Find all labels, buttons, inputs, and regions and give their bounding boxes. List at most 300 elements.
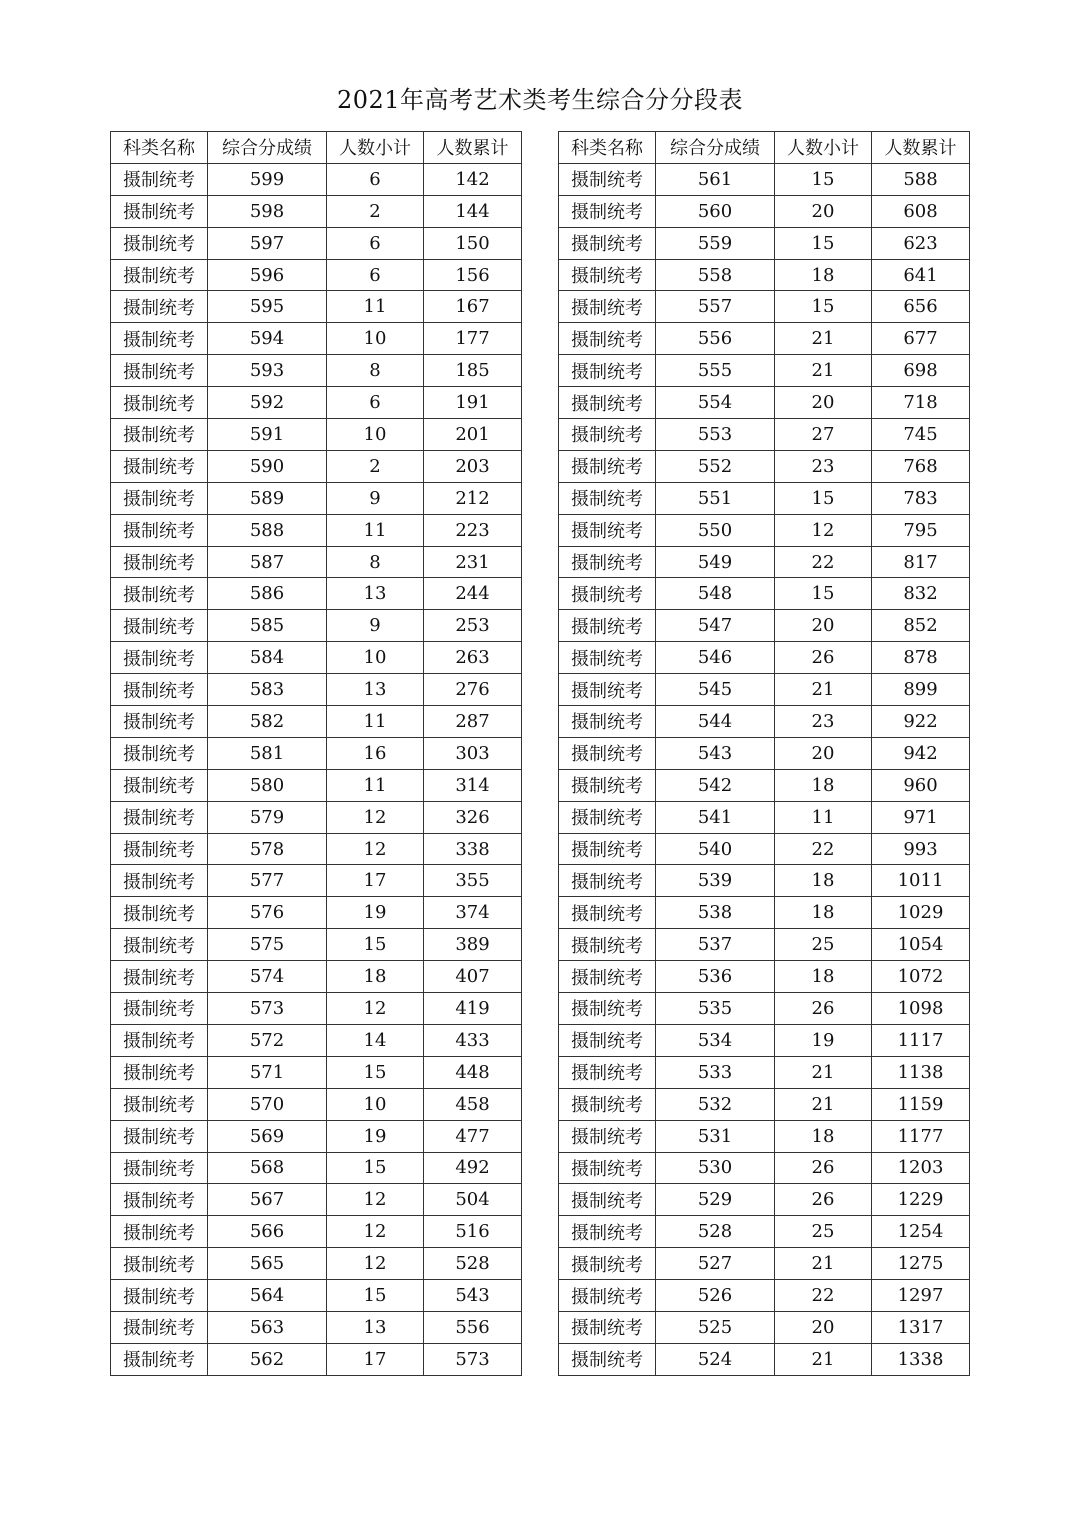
cell-score: 578: [208, 833, 327, 865]
cell-category: 摄制统考: [111, 355, 208, 387]
cell-category: 摄制统考: [559, 1311, 656, 1343]
cell-count: 11: [775, 801, 872, 833]
cell-category: 摄制统考: [559, 1184, 656, 1216]
cell-score: 567: [208, 1184, 327, 1216]
cell-score: 526: [656, 1280, 775, 1312]
cell-cumulative: 253: [424, 610, 522, 642]
cell-cumulative: 832: [872, 578, 970, 610]
cell-cumulative: 1159: [872, 1088, 970, 1120]
cell-category: 摄制统考: [111, 801, 208, 833]
cell-category: 摄制统考: [111, 929, 208, 961]
table-row: [111, 1311, 522, 1343]
table-row: [111, 227, 522, 259]
cell-score: 569: [208, 1120, 327, 1152]
cell-cumulative: 1072: [872, 961, 970, 993]
cell-category: 摄制统考: [111, 1343, 208, 1375]
cell-category: 摄制统考: [559, 929, 656, 961]
cell-score: 548: [656, 578, 775, 610]
cell-cumulative: 448: [424, 1056, 522, 1088]
cell-cumulative: 191: [424, 387, 522, 419]
cell-score: 591: [208, 419, 327, 451]
cell-cumulative: 1029: [872, 897, 970, 929]
cell-count: 12: [327, 1216, 424, 1248]
cell-cumulative: 185: [424, 355, 522, 387]
table-row: [559, 737, 970, 769]
cell-category: 摄制统考: [111, 865, 208, 897]
table-row: [111, 1056, 522, 1088]
cell-count: 21: [775, 1343, 872, 1375]
cell-cumulative: 516: [424, 1216, 522, 1248]
cell-category: 摄制统考: [559, 642, 656, 674]
cell-count: 13: [327, 674, 424, 706]
cell-category: 摄制统考: [111, 227, 208, 259]
header-cumulative: 人数累计: [424, 132, 522, 164]
table-row: [559, 674, 970, 706]
cell-category: 摄制统考: [111, 578, 208, 610]
cell-score: 598: [208, 195, 327, 227]
cell-cumulative: 1338: [872, 1343, 970, 1375]
table-row: [559, 195, 970, 227]
table-row: [111, 387, 522, 419]
table-row: [111, 323, 522, 355]
cell-cumulative: 144: [424, 195, 522, 227]
cell-category: 摄制统考: [559, 291, 656, 323]
cell-score: 566: [208, 1216, 327, 1248]
cell-count: 18: [775, 259, 872, 291]
cell-cumulative: 1011: [872, 865, 970, 897]
cell-count: 21: [775, 674, 872, 706]
cell-cumulative: 244: [424, 578, 522, 610]
table-row: [111, 195, 522, 227]
header-category: 科类名称: [111, 132, 208, 164]
cell-score: 529: [656, 1184, 775, 1216]
cell-cumulative: 433: [424, 1024, 522, 1056]
table-row: [559, 1184, 970, 1216]
cell-score: 530: [656, 1152, 775, 1184]
cell-score: 579: [208, 801, 327, 833]
cell-score: 587: [208, 546, 327, 578]
cell-count: 23: [775, 706, 872, 738]
cell-category: 摄制统考: [111, 1280, 208, 1312]
cell-score: 542: [656, 769, 775, 801]
cell-category: 摄制统考: [559, 195, 656, 227]
cell-category: 摄制统考: [111, 993, 208, 1025]
cell-count: 17: [327, 865, 424, 897]
table-row: [559, 642, 970, 674]
table-row: [559, 769, 970, 801]
table-row: [559, 514, 970, 546]
table-row: [111, 1152, 522, 1184]
cell-cumulative: 573: [424, 1343, 522, 1375]
cell-cumulative: 543: [424, 1280, 522, 1312]
table-row: [111, 419, 522, 451]
cell-count: 15: [775, 482, 872, 514]
cell-cumulative: 641: [872, 259, 970, 291]
cell-count: 12: [775, 514, 872, 546]
cell-cumulative: 314: [424, 769, 522, 801]
cell-score: 532: [656, 1088, 775, 1120]
table-row: [111, 1248, 522, 1280]
cell-category: 摄制统考: [111, 323, 208, 355]
cell-category: 摄制统考: [111, 706, 208, 738]
cell-cumulative: 783: [872, 482, 970, 514]
cell-score: 558: [656, 259, 775, 291]
table-row: [111, 578, 522, 610]
cell-category: 摄制统考: [559, 961, 656, 993]
table-row: [111, 706, 522, 738]
cell-category: 摄制统考: [559, 1088, 656, 1120]
cell-score: 595: [208, 291, 327, 323]
table-row: [111, 833, 522, 865]
table-row: [559, 897, 970, 929]
table-row: [559, 482, 970, 514]
table-row: [111, 1280, 522, 1312]
table-row: [559, 801, 970, 833]
cell-category: 摄制统考: [111, 419, 208, 451]
cell-cumulative: 419: [424, 993, 522, 1025]
table-row: [111, 993, 522, 1025]
cell-score: 596: [208, 259, 327, 291]
header-count: 人数小计: [775, 132, 872, 164]
table-row: [111, 450, 522, 482]
cell-score: 585: [208, 610, 327, 642]
cell-count: 15: [327, 1280, 424, 1312]
cell-cumulative: 477: [424, 1120, 522, 1152]
table-row: [111, 642, 522, 674]
cell-count: 13: [327, 578, 424, 610]
cell-count: 20: [775, 610, 872, 642]
cell-category: 摄制统考: [111, 163, 208, 195]
table-row: [111, 259, 522, 291]
cell-count: 26: [775, 1184, 872, 1216]
cell-count: 26: [775, 1152, 872, 1184]
cell-count: 15: [775, 291, 872, 323]
cell-count: 18: [775, 897, 872, 929]
cell-category: 摄制统考: [111, 769, 208, 801]
table-row: [111, 1024, 522, 1056]
cell-cumulative: 556: [424, 1311, 522, 1343]
cell-count: 12: [327, 833, 424, 865]
table-row: [559, 291, 970, 323]
cell-cumulative: 177: [424, 323, 522, 355]
cell-category: 摄制统考: [559, 514, 656, 546]
cell-count: 6: [327, 163, 424, 195]
cell-score: 524: [656, 1343, 775, 1375]
cell-count: 15: [775, 163, 872, 195]
cell-category: 摄制统考: [111, 1056, 208, 1088]
table-row: [111, 546, 522, 578]
cell-category: 摄制统考: [559, 769, 656, 801]
table-row: [559, 1216, 970, 1248]
table-row: [111, 355, 522, 387]
cell-category: 摄制统考: [111, 1184, 208, 1216]
table-row: [111, 897, 522, 929]
cell-count: 2: [327, 195, 424, 227]
cell-category: 摄制统考: [559, 1216, 656, 1248]
table-row: [559, 865, 970, 897]
cell-category: 摄制统考: [111, 1152, 208, 1184]
cell-score: 571: [208, 1056, 327, 1088]
cell-cumulative: 878: [872, 642, 970, 674]
cell-cumulative: 852: [872, 610, 970, 642]
page-title: 2021年高考艺术类考生综合分分段表: [336, 86, 744, 114]
cell-cumulative: 492: [424, 1152, 522, 1184]
cell-category: 摄制统考: [111, 674, 208, 706]
cell-count: 10: [327, 419, 424, 451]
cell-category: 摄制统考: [111, 897, 208, 929]
cell-category: 摄制统考: [111, 482, 208, 514]
cell-count: 10: [327, 1088, 424, 1120]
cell-category: 摄制统考: [559, 387, 656, 419]
cell-score: 547: [656, 610, 775, 642]
cell-score: 539: [656, 865, 775, 897]
cell-score: 544: [656, 706, 775, 738]
cell-score: 588: [208, 514, 327, 546]
cell-count: 2: [327, 450, 424, 482]
cell-cumulative: 231: [424, 546, 522, 578]
cell-score: 540: [656, 833, 775, 865]
cell-category: 摄制统考: [111, 195, 208, 227]
cell-cumulative: 201: [424, 419, 522, 451]
header-category: 科类名称: [559, 132, 656, 164]
table-row: [111, 801, 522, 833]
cell-category: 摄制统考: [559, 1280, 656, 1312]
cell-score: 594: [208, 323, 327, 355]
cell-score: 593: [208, 355, 327, 387]
cell-count: 18: [775, 769, 872, 801]
cell-category: 摄制统考: [559, 1024, 656, 1056]
cell-cumulative: 1254: [872, 1216, 970, 1248]
table-row: [559, 450, 970, 482]
cell-category: 摄制统考: [111, 259, 208, 291]
cell-count: 9: [327, 610, 424, 642]
cell-score: 556: [656, 323, 775, 355]
cell-category: 摄制统考: [111, 291, 208, 323]
cell-score: 546: [656, 642, 775, 674]
cell-category: 摄制统考: [559, 737, 656, 769]
table-row: [559, 1343, 970, 1375]
cell-score: 590: [208, 450, 327, 482]
cell-cumulative: 1117: [872, 1024, 970, 1056]
cell-cumulative: 1098: [872, 993, 970, 1025]
cell-score: 536: [656, 961, 775, 993]
cell-count: 18: [775, 1120, 872, 1152]
cell-score: 555: [656, 355, 775, 387]
cell-count: 15: [775, 578, 872, 610]
cell-cumulative: 656: [872, 291, 970, 323]
cell-score: 550: [656, 514, 775, 546]
cell-score: 581: [208, 737, 327, 769]
cell-count: 14: [327, 1024, 424, 1056]
cell-category: 摄制统考: [559, 163, 656, 195]
cell-count: 26: [775, 993, 872, 1025]
cell-cumulative: 922: [872, 706, 970, 738]
cell-category: 摄制统考: [559, 706, 656, 738]
cell-score: 560: [656, 195, 775, 227]
cell-score: 541: [656, 801, 775, 833]
cell-count: 15: [327, 1056, 424, 1088]
header-score: 综合分成绩: [208, 132, 327, 164]
cell-count: 8: [327, 546, 424, 578]
cell-cumulative: 971: [872, 801, 970, 833]
cell-category: 摄制统考: [559, 1120, 656, 1152]
cell-count: 18: [775, 865, 872, 897]
cell-category: 摄制统考: [111, 1088, 208, 1120]
cell-count: 23: [775, 450, 872, 482]
cell-score: 599: [208, 163, 327, 195]
cell-cumulative: 1229: [872, 1184, 970, 1216]
table-row: [559, 259, 970, 291]
cell-category: 摄制统考: [559, 1343, 656, 1375]
cell-cumulative: 768: [872, 450, 970, 482]
cell-category: 摄制统考: [559, 1152, 656, 1184]
cell-count: 27: [775, 419, 872, 451]
cell-count: 17: [327, 1343, 424, 1375]
cell-cumulative: 212: [424, 482, 522, 514]
cell-cumulative: 1138: [872, 1056, 970, 1088]
table-row: [111, 482, 522, 514]
cell-cumulative: 608: [872, 195, 970, 227]
cell-count: 22: [775, 546, 872, 578]
cell-category: 摄制统考: [559, 482, 656, 514]
cell-count: 11: [327, 291, 424, 323]
cell-category: 摄制统考: [559, 450, 656, 482]
cell-count: 12: [327, 993, 424, 1025]
cell-count: 19: [327, 897, 424, 929]
cell-cumulative: 960: [872, 769, 970, 801]
cell-cumulative: 899: [872, 674, 970, 706]
cell-score: 564: [208, 1280, 327, 1312]
cell-cumulative: 588: [872, 163, 970, 195]
table-row: [559, 419, 970, 451]
cell-count: 13: [327, 1311, 424, 1343]
table-row: [111, 929, 522, 961]
cell-count: 21: [775, 1248, 872, 1280]
cell-cumulative: 942: [872, 737, 970, 769]
cell-category: 摄制统考: [111, 387, 208, 419]
table-row: [111, 1343, 522, 1375]
cell-category: 摄制统考: [111, 1311, 208, 1343]
table-row: [559, 706, 970, 738]
table-row: [559, 323, 970, 355]
cell-count: 12: [327, 1184, 424, 1216]
cell-count: 25: [775, 1216, 872, 1248]
cell-count: 21: [775, 355, 872, 387]
cell-score: 551: [656, 482, 775, 514]
table-row: [111, 291, 522, 323]
cell-cumulative: 677: [872, 323, 970, 355]
cell-category: 摄制统考: [559, 355, 656, 387]
header-count: 人数小计: [327, 132, 424, 164]
cell-cumulative: 287: [424, 706, 522, 738]
cell-cumulative: 718: [872, 387, 970, 419]
cell-count: 25: [775, 929, 872, 961]
cell-score: 583: [208, 674, 327, 706]
cell-score: 552: [656, 450, 775, 482]
cell-count: 21: [775, 1088, 872, 1120]
cell-count: 20: [775, 195, 872, 227]
cell-count: 18: [775, 961, 872, 993]
cell-count: 20: [775, 387, 872, 419]
table-row: [111, 737, 522, 769]
cell-score: 586: [208, 578, 327, 610]
cell-count: 10: [327, 642, 424, 674]
cell-cumulative: 1317: [872, 1311, 970, 1343]
cell-score: 525: [656, 1311, 775, 1343]
table-row: [111, 610, 522, 642]
cell-category: 摄制统考: [111, 1248, 208, 1280]
header-score: 综合分成绩: [656, 132, 775, 164]
cell-score: 553: [656, 419, 775, 451]
cell-count: 26: [775, 642, 872, 674]
cell-category: 摄制统考: [111, 610, 208, 642]
cell-cumulative: 142: [424, 163, 522, 195]
cell-cumulative: 355: [424, 865, 522, 897]
cell-cumulative: 326: [424, 801, 522, 833]
cell-count: 21: [775, 323, 872, 355]
cell-cumulative: 276: [424, 674, 522, 706]
cell-cumulative: 150: [424, 227, 522, 259]
cell-cumulative: 1177: [872, 1120, 970, 1152]
table-row: [111, 769, 522, 801]
cell-cumulative: 458: [424, 1088, 522, 1120]
cell-score: 574: [208, 961, 327, 993]
table-row: [559, 1088, 970, 1120]
cell-category: 摄制统考: [559, 801, 656, 833]
cell-count: 22: [775, 833, 872, 865]
cell-score: 592: [208, 387, 327, 419]
table-row: [559, 578, 970, 610]
cell-score: 572: [208, 1024, 327, 1056]
table-row: [559, 1056, 970, 1088]
table-row: [111, 514, 522, 546]
cell-category: 摄制统考: [559, 578, 656, 610]
cell-category: 摄制统考: [559, 1056, 656, 1088]
table-row: [111, 674, 522, 706]
cell-score: 533: [656, 1056, 775, 1088]
cell-cumulative: 528: [424, 1248, 522, 1280]
table-row: [559, 833, 970, 865]
cell-category: 摄制统考: [559, 993, 656, 1025]
score-table-right: [558, 131, 970, 1376]
cell-score: 589: [208, 482, 327, 514]
cell-cumulative: 1054: [872, 929, 970, 961]
cell-count: 10: [327, 323, 424, 355]
cell-category: 摄制统考: [111, 546, 208, 578]
cell-count: 18: [327, 961, 424, 993]
cell-cumulative: 623: [872, 227, 970, 259]
cell-score: 584: [208, 642, 327, 674]
cell-category: 摄制统考: [559, 227, 656, 259]
cell-score: 576: [208, 897, 327, 929]
table-row: [559, 1311, 970, 1343]
cell-cumulative: 263: [424, 642, 522, 674]
cell-category: 摄制统考: [111, 1120, 208, 1152]
cell-cumulative: 817: [872, 546, 970, 578]
table-row: [559, 546, 970, 578]
cell-score: 568: [208, 1152, 327, 1184]
cell-category: 摄制统考: [111, 961, 208, 993]
cell-count: 11: [327, 514, 424, 546]
cell-category: 摄制统考: [111, 737, 208, 769]
cell-score: 575: [208, 929, 327, 961]
table-row: [559, 227, 970, 259]
cell-category: 摄制统考: [559, 674, 656, 706]
table-row: [559, 610, 970, 642]
cell-category: 摄制统考: [559, 833, 656, 865]
cell-cumulative: 745: [872, 419, 970, 451]
table-row: [111, 1184, 522, 1216]
